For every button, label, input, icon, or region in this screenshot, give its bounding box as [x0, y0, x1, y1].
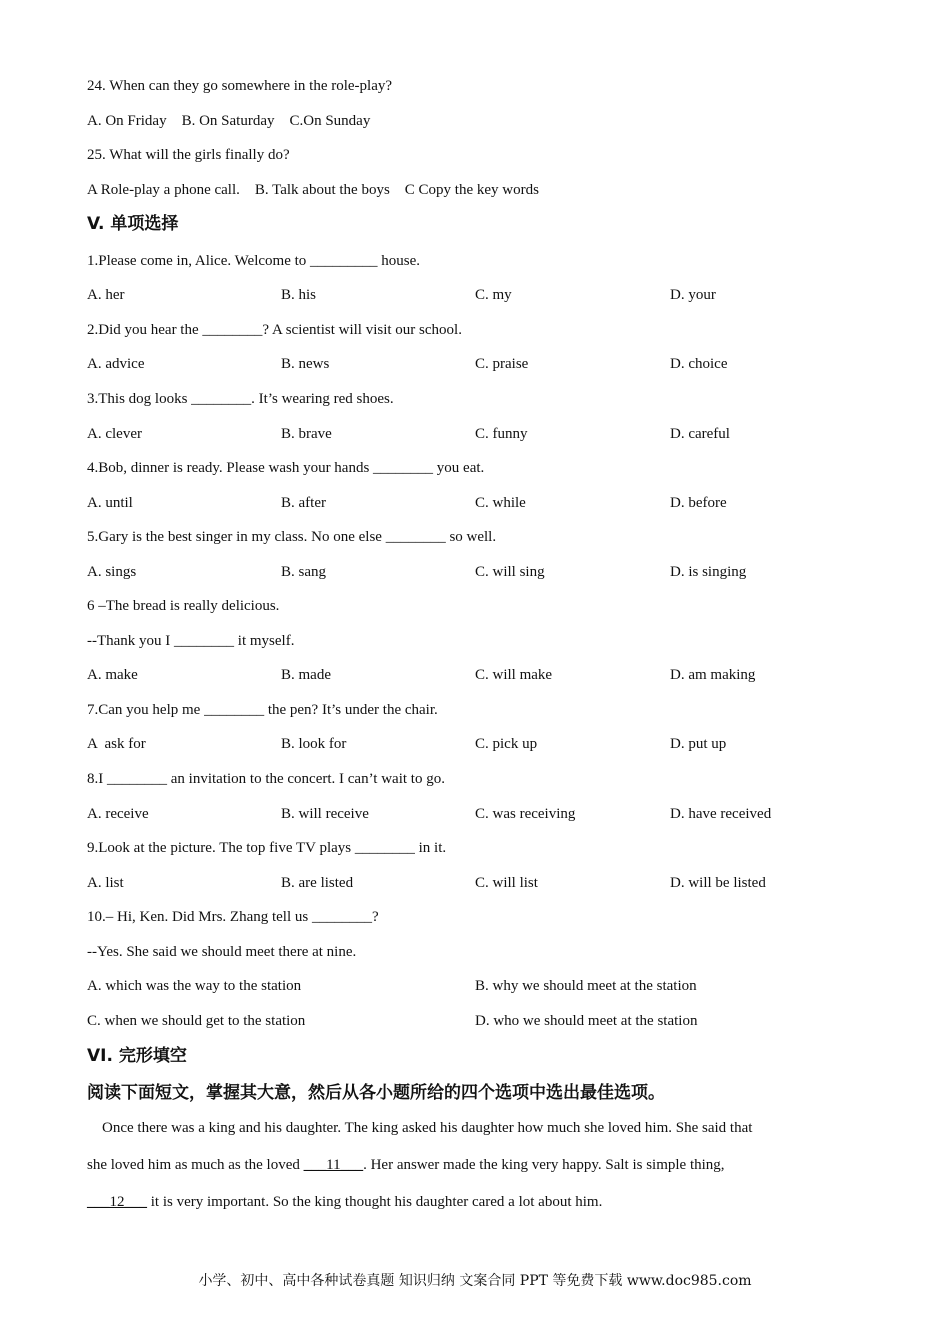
question-7-options — [87, 734, 867, 754]
question-7-stem: 7.Can you help me ________ the pen? It’s under the chair. — [87, 702, 438, 718]
question-6-stem: 6 –The bread is really delicious. — [87, 598, 280, 614]
question-10-stem: 10.– Hi, Ken. Did Mrs. Zhang tell us ________? — [87, 909, 379, 925]
q24-stem: 24. When can they go somewhere in the role-play? — [87, 78, 393, 94]
option-a: A. list — [87, 875, 124, 891]
option-b: B. news — [281, 356, 330, 372]
option-d: D. careful — [670, 426, 730, 442]
question-2-options — [87, 354, 867, 374]
passage-line-1: Once there was a king and his daughter. The king asked his daughter how much she loved him. She said that — [87, 1120, 753, 1136]
option-a: A. until — [87, 495, 133, 511]
option-b: B. brave — [281, 426, 332, 442]
option-a: A ask for — [87, 736, 146, 752]
page-footer: 小学、初中、高中各种试卷真题 知识归纳 文案合同 PPT 等免费下载 www.doc985.com — [198, 1273, 752, 1289]
option-c: C. will list — [475, 875, 538, 891]
option-c: C. was receiving — [475, 806, 576, 822]
question-1-options — [87, 285, 867, 305]
option-d: D. choice — [670, 356, 728, 372]
option-a: A. sings — [87, 564, 137, 580]
blank-12: ___12___ — [87, 1194, 147, 1210]
option-d: D. is singing — [670, 564, 747, 580]
question-10-options-row1 — [87, 976, 867, 996]
option-b: B. are listed — [281, 875, 354, 891]
option-c: C. will sing — [475, 564, 545, 580]
q25-options: A Role-play a phone call. B. Talk about the boys C Copy the key words — [87, 182, 539, 198]
option-c: C. while — [475, 495, 526, 511]
passage-line-3 — [87, 1192, 602, 1212]
question-3-stem: 3.This dog looks ________. It’s wearing red shoes. — [87, 391, 394, 407]
question-4-options — [87, 493, 867, 513]
passage-text: . Her answer made the king very happy. Salt is simple thing, — [363, 1157, 725, 1173]
option-c: C. funny — [475, 426, 528, 442]
option-d: D. am making — [670, 667, 756, 683]
option-b: B. look for — [281, 736, 347, 752]
question-8-stem: 8.I ________ an invitation to the concert. I can’t wait to go. — [87, 771, 445, 787]
option-d: D. before — [670, 495, 727, 511]
question-5-options — [87, 562, 867, 582]
option-d: D. will be listed — [670, 875, 766, 891]
option-a: A. advice — [87, 356, 145, 372]
section5-heading: V. 单项选择 — [87, 214, 179, 234]
option-b: B. why we should meet at the station — [475, 978, 697, 994]
option-b: B. his — [281, 287, 317, 303]
q24-options: A. On Friday B. On Saturday C.On Sunday — [87, 113, 371, 129]
question-5-stem: 5.Gary is the best singer in my class. No one else ________ so well. — [87, 529, 497, 545]
question-10-options-row2 — [87, 1011, 867, 1031]
passage-text: she loved him as much as the loved — [87, 1157, 304, 1173]
option-c: C. pick up — [475, 736, 538, 752]
option-b: B. will receive — [281, 806, 369, 822]
option-c: C. my — [475, 287, 512, 303]
option-a: A. make — [87, 667, 138, 683]
question-9-stem: 9.Look at the picture. The top five TV plays ________ in it. — [87, 840, 447, 856]
option-c: C. when we should get to the station — [87, 1013, 306, 1029]
question-9-options — [87, 873, 867, 893]
question-2-stem: 2.Did you hear the ________? A scientist will visit our school. — [87, 322, 462, 338]
option-c: C. praise — [475, 356, 529, 372]
question-8-options — [87, 804, 867, 824]
question-3-options — [87, 424, 867, 444]
option-b: B. made — [281, 667, 331, 683]
section6-heading: VI. 完形填空 — [87, 1046, 187, 1066]
option-a: A. receive — [87, 806, 149, 822]
question-4-stem: 4.Bob, dinner is ready. Please wash your hands ________ you eat. — [87, 460, 485, 476]
option-a: A. clever — [87, 426, 142, 442]
option-b: B. sang — [281, 564, 326, 580]
q25-stem: 25. What will the girls finally do? — [87, 147, 290, 163]
option-d: D. put up — [670, 736, 727, 752]
section6-instruction: 阅读下面短文，掌握其大意，然后从各小题所给的四个选项中选出最佳选项。 — [87, 1083, 665, 1103]
question-1-stem: 1.Please come in, Alice. Welcome to _________ house. — [87, 253, 421, 269]
option-d: D. have received — [670, 806, 772, 822]
blank-11: ___11___ — [303, 1157, 364, 1173]
option-a: A. her — [87, 287, 125, 303]
question-6-response: --Thank you I ________ it myself. — [87, 633, 295, 649]
question-10-response: --Yes. She said we should meet there at nine. — [87, 944, 357, 960]
passage-text: it is very important. So the king thought his daughter cared a lot about him. — [147, 1194, 603, 1210]
question-6-options — [87, 665, 867, 685]
option-d: D. your — [670, 287, 716, 303]
option-c: C. will make — [475, 667, 553, 683]
option-a: A. which was the way to the station — [87, 978, 302, 994]
option-b: B. after — [281, 495, 326, 511]
passage-line-2 — [87, 1155, 725, 1175]
option-d: D. who we should meet at the station — [475, 1013, 698, 1029]
